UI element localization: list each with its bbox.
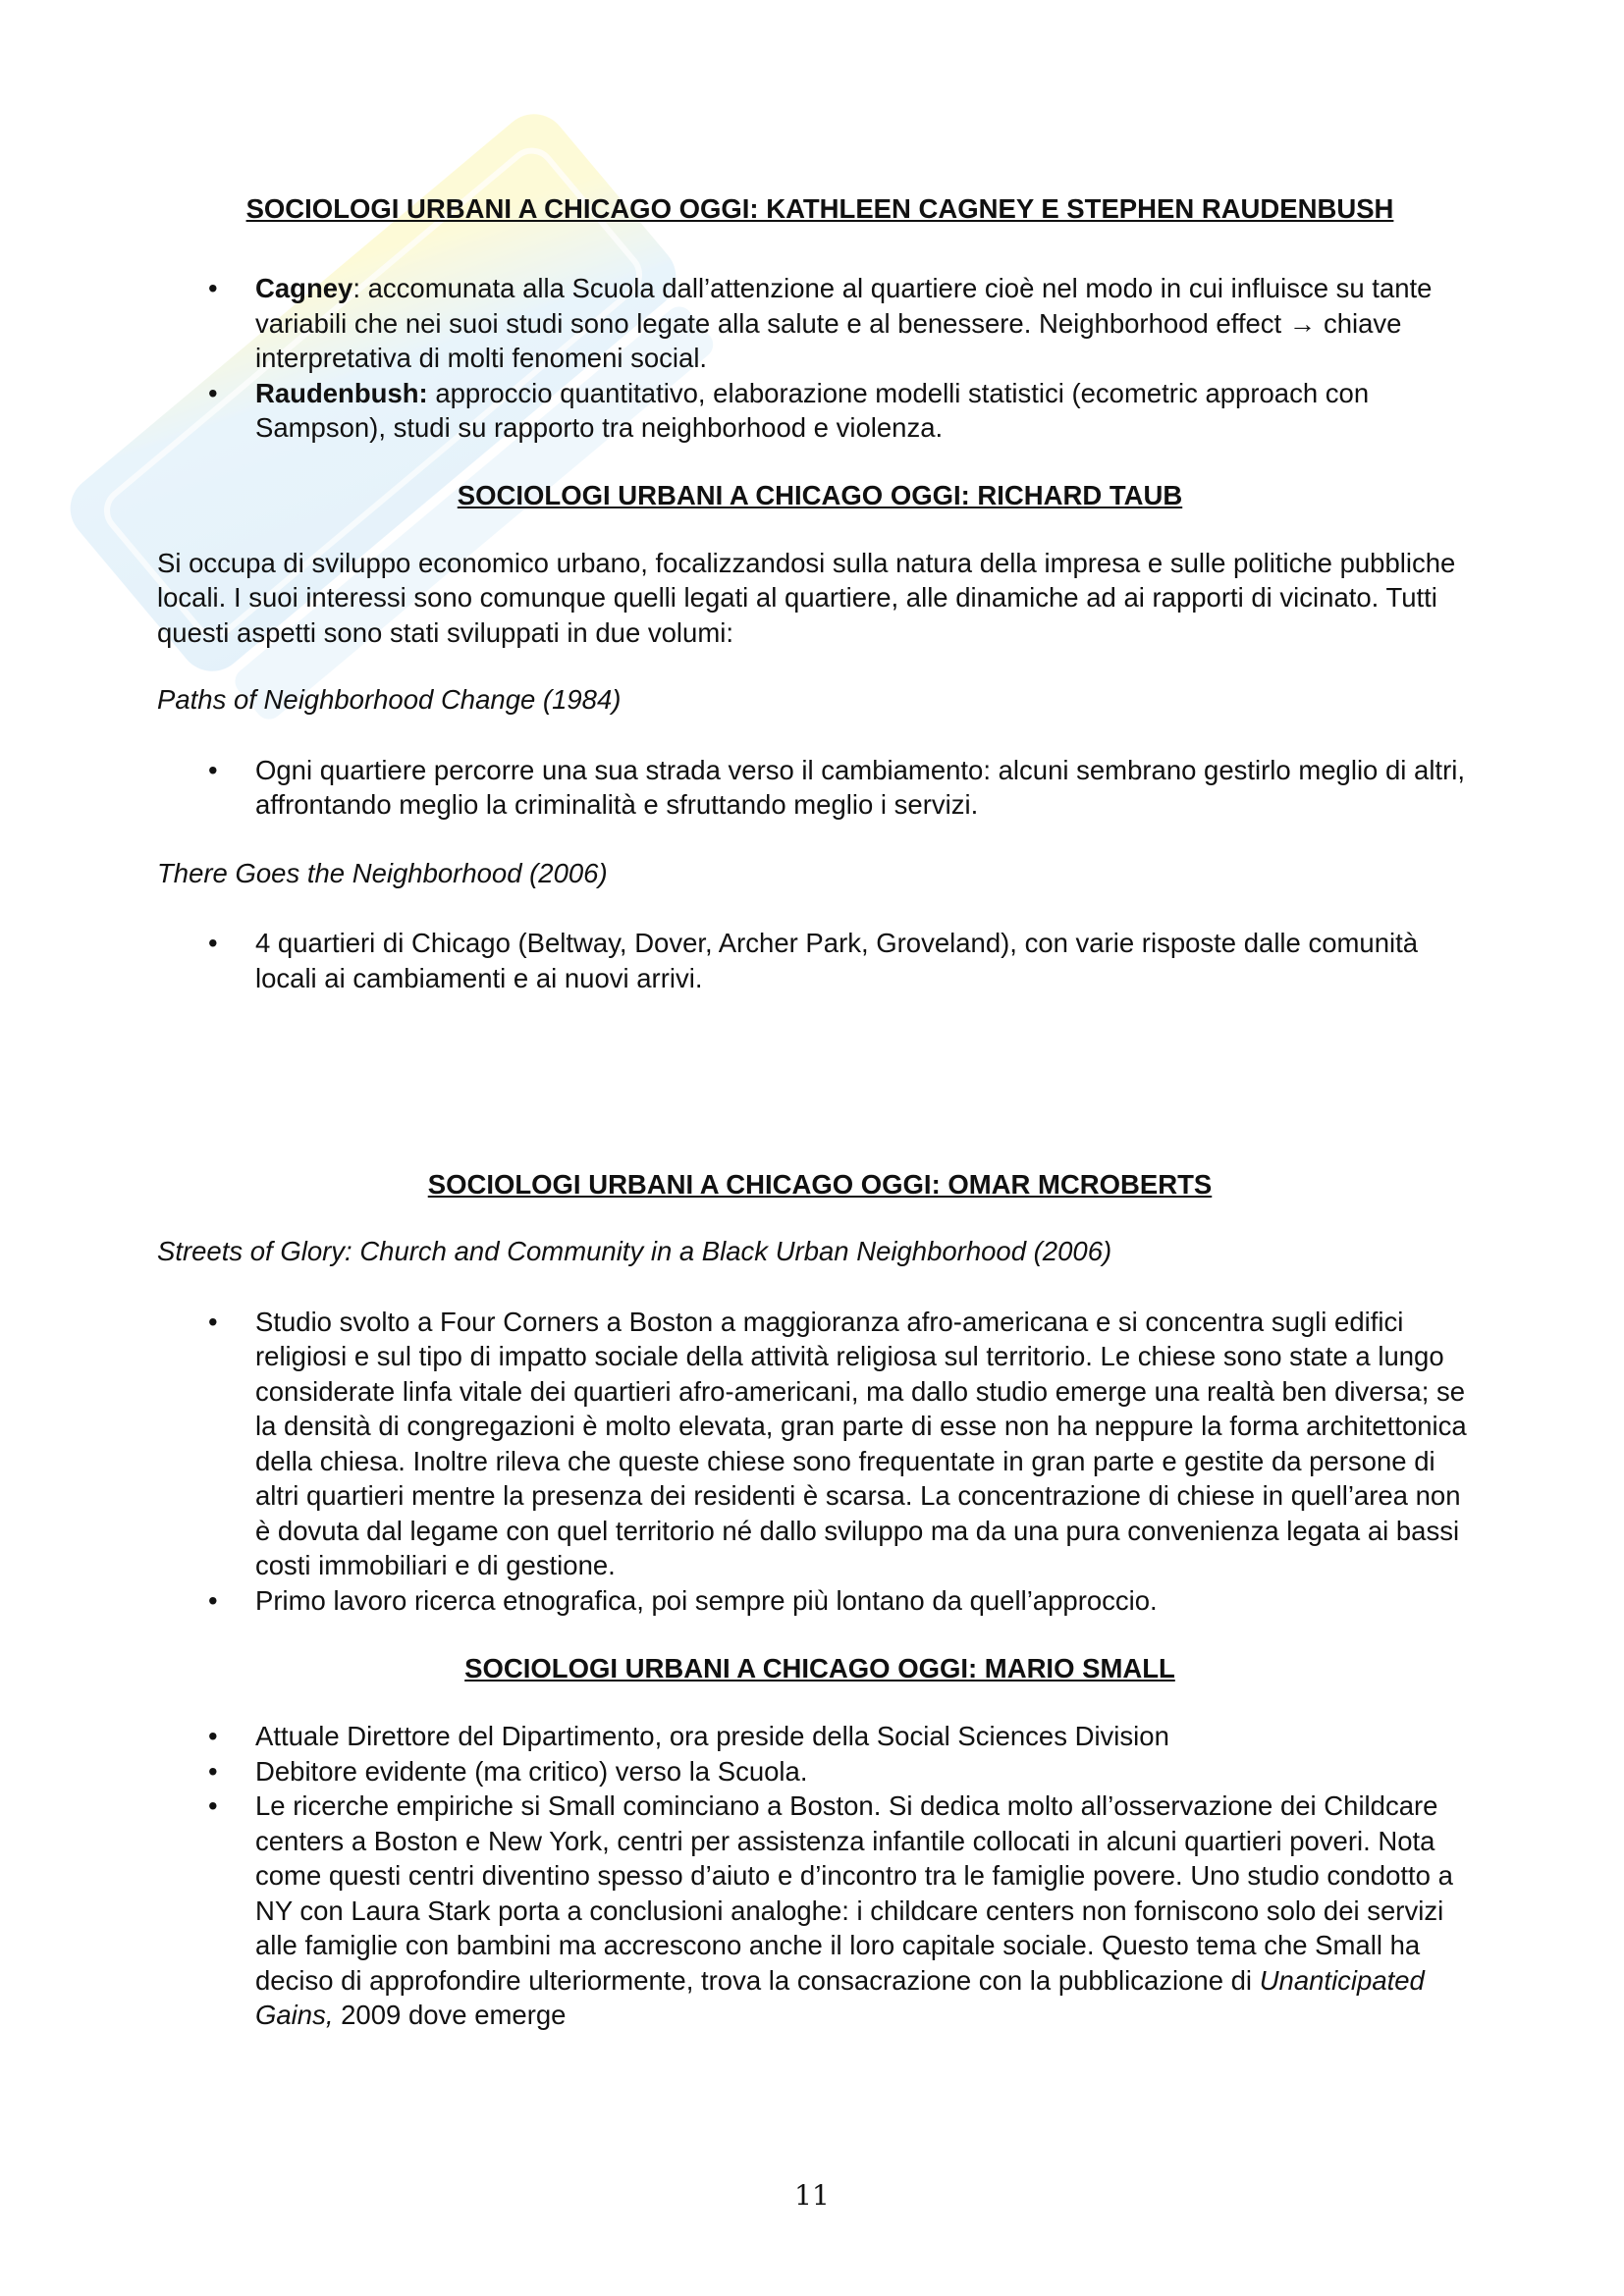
book-title-paths-of-neighborhood-change: Paths of Neighborhood Change (1984) bbox=[157, 684, 622, 715]
book-title-unanticipated-gains: Unanticipated Gains, bbox=[255, 1964, 1425, 2030]
list-item-text: Ogni quartiere percorre una sua strada verso il cambiamento: alcuni sembrano gestirlo meglio di altri, affrontando meglio la criminalità e sfruttando meglio i servizi. bbox=[255, 754, 1465, 820]
paths-list bbox=[157, 753, 1483, 823]
list-item bbox=[157, 1789, 1483, 2033]
bullet-icon: • bbox=[208, 377, 218, 408]
bullet-icon: • bbox=[208, 1584, 218, 1616]
list-item bbox=[157, 1754, 1483, 1789]
there-goes-list bbox=[157, 926, 1483, 995]
list-item-text: Debitore evidente (ma critico) verso la Scuola. bbox=[255, 1755, 808, 1787]
bullet-icon: • bbox=[208, 1755, 218, 1787]
book-title-there-goes-the-neighborhood: There Goes the Neighborhood (2006) bbox=[157, 857, 608, 888]
bullet-icon: • bbox=[208, 273, 218, 303]
list-item-text: Studio svolto a Four Corners a Boston a maggioranza afro-americana e si concentra sugli edifici religiosi e sul tipo di impatto sociale della attività religiosa sul territorio. Le chiese sono state a lungo considerate linfa vitale dei quartieri afro-americani, ma dallo studio emerge una realtà ben diversa; se la densità di congregazioni è molto elevata, gran parte di esse non ha neppure la forma architettonica della chiesa. Inoltre rileva che queste chiese sono frequentate in gran parte e gestite da persone di altri quartieri mentre la presenza dei residenti è scarsa. La concentrazione di chiese in quell’area non è dovuta dal legame con quel territorio né dallo sviluppo ma da una pura convenienza legata ai bassi costi immobiliari e di gestione. bbox=[255, 1306, 1467, 1580]
section-heading-cagney-raudenbush: SOCIOLOGI URBANI A CHICAGO OGGI: KATHLEEN CAGNEY E STEPHEN RAUDENBUSH bbox=[245, 193, 1394, 224]
author-name-cagney: Cagney bbox=[255, 273, 353, 303]
section-heading-mcroberts: SOCIOLOGI URBANI A CHICAGO OGGI: OMAR MCROBERTS bbox=[427, 1169, 1213, 1200]
list-item-text: 4 quartieri di Chicago (Beltway, Dover, Archer Park, Groveland), con varie risposte dalle comunità locali ai cambiamenti e ai nuovi arrivi. bbox=[255, 928, 1419, 993]
list-item bbox=[157, 926, 1483, 995]
list-item bbox=[157, 376, 1483, 446]
list-item-text: approccio quantitativo, elaborazione modelli statistici (ecometric approach con Sampson), studi su rapporto tra neighborhood e violenza. bbox=[255, 377, 1370, 443]
bullet-icon: • bbox=[208, 1790, 218, 1821]
bullet-icon: • bbox=[208, 928, 218, 958]
book-title-streets-of-glory: Streets of Glory: Church and Community in a Black Urban Neighborhood (2006) bbox=[157, 1236, 1112, 1266]
list-item-text: 2009 dove emerge bbox=[333, 2000, 567, 2030]
list-item bbox=[157, 1583, 1483, 1619]
cagney-raudenbush-list bbox=[157, 271, 1483, 446]
list-item bbox=[157, 1305, 1483, 1583]
list-item-text: Primo lavoro ricerca etnografica, poi sempre più lontano da quell’approccio. bbox=[255, 1584, 1158, 1616]
bullet-icon: • bbox=[208, 754, 218, 785]
bullet-icon: • bbox=[208, 1721, 218, 1751]
page-content bbox=[157, 191, 1483, 2033]
section-heading-small: SOCIOLOGI URBANI A CHICAGO OGGI: MARIO SMALL bbox=[464, 1653, 1175, 1683]
list-item-text: Le ricerche empiriche si Small cominciano a Boston. Si dedica molto all’osservazione dei Childcare centers a Boston e New York, centri per assistenza infantile collocati in alcuni quartieri poveri. Nota come questi centri diventino spesso d’aiuto e d’incontro tra le famiglie povere. Uno studio condotto a NY con Laura Stark porta a conclusioni analoghe: i childcare centers non forniscono solo dei servizi alle famiglie con bambini ma accrescono anche il loro capitale sociale. Questo tema che Small ha deciso di approfondire ulteriormente, trova la consacrazione con la pubblicazione di bbox=[255, 1790, 1453, 1996]
bullet-icon: • bbox=[208, 1306, 218, 1337]
author-name-raudenbush: Raudenbush: bbox=[255, 377, 428, 408]
mcroberts-list bbox=[157, 1305, 1483, 1619]
section-heading-taub: SOCIOLOGI URBANI A CHICAGO OGGI: RICHARD TAUB bbox=[457, 479, 1183, 510]
list-item bbox=[157, 1719, 1483, 1754]
list-item bbox=[157, 753, 1483, 823]
list-item bbox=[157, 271, 1483, 376]
small-list bbox=[157, 1719, 1483, 2033]
taub-intro-paragraph: Si occupa di sviluppo economico urbano, focalizzandosi sulla natura della impresa e sulle politiche pubbliche locali. I suoi interessi sono comunque quelli legati al quartiere, alle dinamiche ad ai rapporti di vicinato. Tutti questi aspetti sono stati sviluppati in due volumi: bbox=[157, 547, 1456, 648]
page-number: 11 bbox=[794, 2179, 830, 2212]
list-item-text: Attuale Direttore del Dipartimento, ora preside della Social Sciences Division bbox=[255, 1721, 1169, 1751]
list-item-text: : accomunata alla Scuola dall’attenzione al quartiere cioè nel modo in cui influisce su tante variabili che nei suoi studi sono legate alla salute e al benessere. Neighborhood effect → chiave interpretativa di molti fenomeni social. bbox=[255, 273, 1433, 373]
